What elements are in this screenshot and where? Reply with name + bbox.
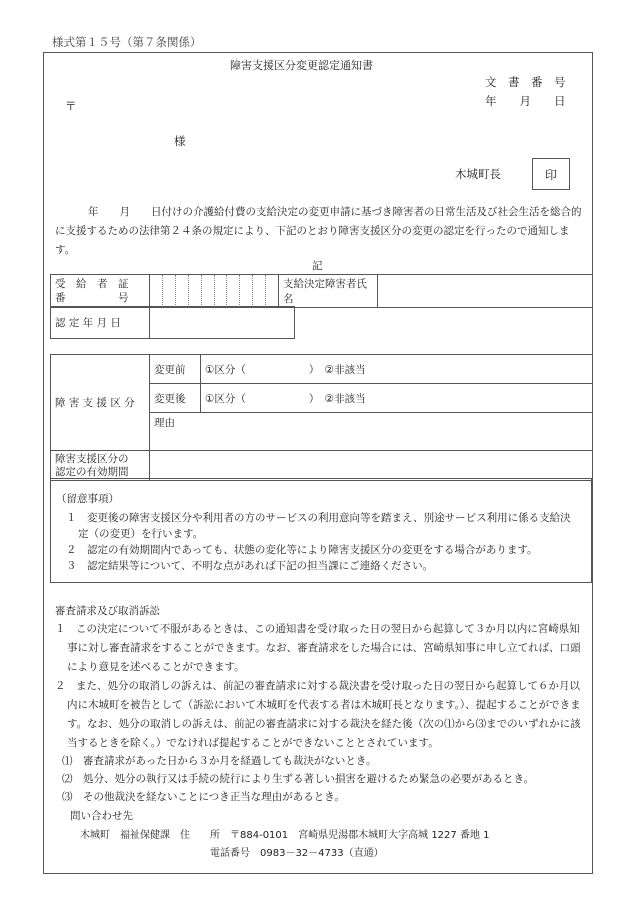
issuer-name: 木城町長 — [455, 167, 501, 181]
reason-field[interactable]: 理由 — [150, 413, 593, 451]
appeal-paragraph-2: ２ また、処分の取消しの訴えは、前記の審査請求に対する裁決書を受け取った日の翌日から起算して６か月以内に木城町を被告として（訴訟において木城町を代表する者は木城町長となります。）、提起することができます。なお、処分の取消しの訴えは、前記の審査請求に対する裁決を経た後（次の⑴から⑶までのいずれかに該当するときを除く。）でなければ提起することができないこととされています。 — [55, 680, 581, 749]
contact-phone: 電話番号 0983－32－4733（直通） — [210, 848, 384, 859]
postal-mark: 〒 — [65, 99, 77, 113]
support-category-table — [50, 354, 593, 481]
ki-label: 記 — [312, 260, 323, 272]
appeal-condition-3: ⑶ その他裁決を経ないことにつき正当な理由があるとき。 — [62, 791, 345, 803]
note-3: ３ 認定結果等について、不明な点があれば下記の担当課にご連絡ください。 — [66, 560, 434, 572]
issue-date-label: 年 月 日 — [485, 94, 566, 108]
recipient-name-field[interactable] — [378, 275, 593, 308]
contact-address: 木城町 福祉保健課 住 所 〒884-0101 宮崎県児湯郡木城町大字高城 1227 番地 1 — [80, 830, 490, 841]
appeal-heading: 審査請求及び取消訴訟 — [55, 605, 160, 617]
document-title: 障害支援区分変更認定通知書 — [230, 59, 373, 72]
contact-heading: 問い合わせ先 — [70, 810, 133, 822]
cert-date-label: 認 定 年 月 日 — [51, 307, 150, 339]
cert-date-table — [50, 306, 295, 339]
notes-heading: （留意事項） — [56, 493, 119, 505]
recipient-number-label: 受 給 者 証 番 号 — [51, 275, 150, 308]
recipient-name-label: 支給決定障害者氏名 — [279, 275, 378, 308]
body-text: 年 月 日付けの介護給付費の支給決定の変更申請に基づき障害者の日常生活及び社会生活を総合的に支援するための法律第２４条の規定により、下記のとおり障害支援区分の変更の認定を行ったので通知します。 — [55, 206, 582, 256]
cert-date-field[interactable] — [150, 307, 295, 339]
after-label: 変更後 — [150, 384, 201, 413]
form-number: 様式第１５号（第７条関係） — [52, 35, 202, 49]
document-number-label: 文 書 番 号 — [485, 75, 566, 89]
honorific: 様 — [174, 134, 186, 148]
before-label: 変更前 — [150, 355, 201, 384]
note-1-line2: 定（の変更）を行います。 — [78, 528, 204, 540]
after-options[interactable]: ①区分（ ） ②非該当 — [201, 384, 593, 413]
note-1-line1: １ 変更後の障害支援区分や利用者の方のサービスの利用意向等を踏まえ、別途サービス利用に係る支給決 — [66, 512, 571, 524]
support-category-label: 障 害 支 援 区 分 — [51, 355, 150, 451]
appeal-condition-1: ⑴ 審査請求があった日から３か月を経過しても裁決がないとき。 — [62, 755, 377, 767]
appeal-paragraph-1: １ この決定について不服があるときは、この通知書を受け取った日の翌日から起算して３か月以内に宮崎県知事に対し審査請求をすることができます。なお、審査請求をした場合には、宮崎県知事に申し立てれば、口頭により意見を述べることができます。 — [55, 623, 581, 673]
recipient-number-field[interactable] — [150, 275, 279, 308]
validity-field[interactable] — [150, 451, 593, 481]
note-2: ２ 認定の有効期間内であっても、状態の変化等により障害支援区分の変更をする場合があります。 — [66, 544, 538, 556]
seal-mark: 印 — [544, 167, 557, 182]
seal-box — [532, 158, 570, 190]
before-options[interactable]: ①区分（ ） ②非該当 — [201, 355, 593, 384]
validity-label: 障害支援区分の 認定の有効期間 — [51, 451, 150, 481]
appeal-condition-2: ⑵ 処分、処分の執行又は手続の続行により生ずる著しい損害を避けるため緊急の必要があるとき。 — [62, 773, 535, 785]
recipient-table — [50, 274, 593, 308]
